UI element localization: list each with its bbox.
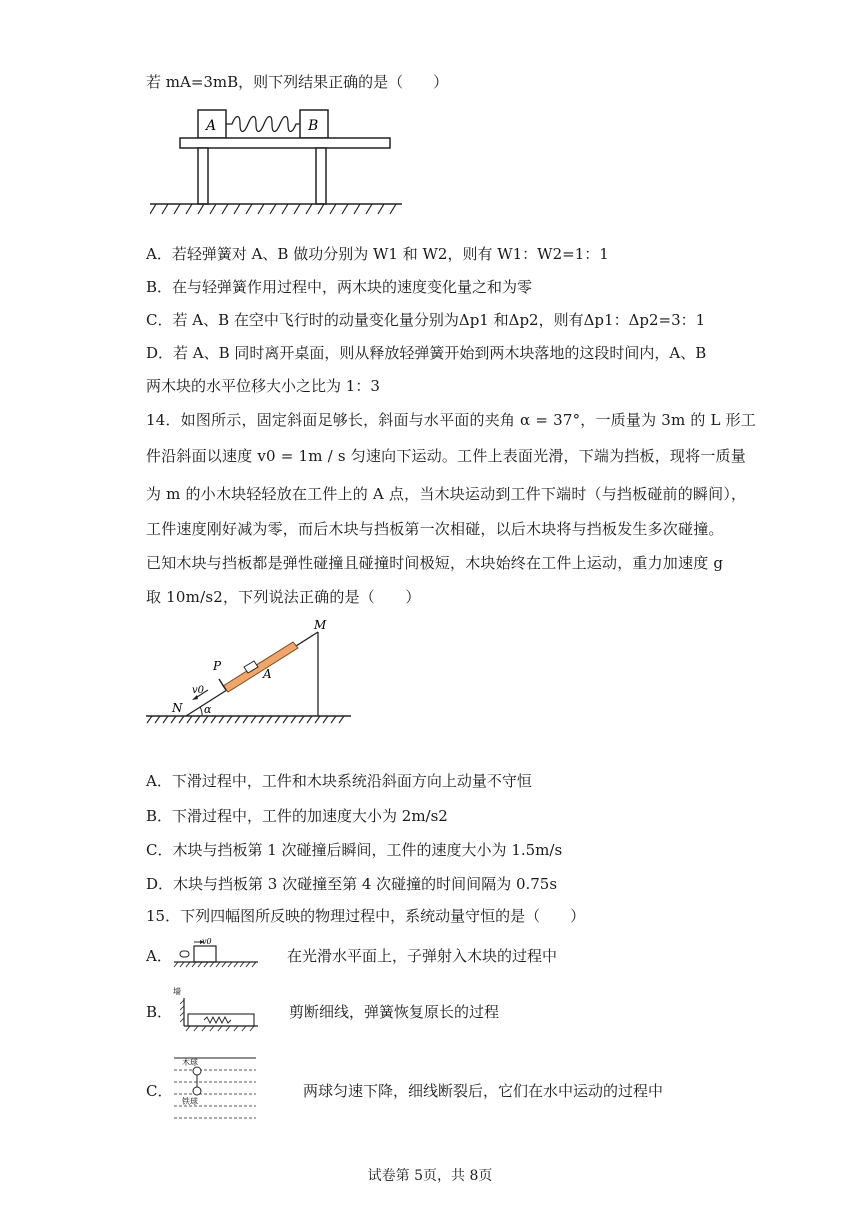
q14-stem-line-6: 取 10m/s2，下列说法正确的是（ ） <box>146 588 421 606</box>
label-m: M <box>314 620 327 632</box>
wood-ball-label: 木球 <box>182 1058 198 1067</box>
label-a: A <box>263 667 272 681</box>
q14-option-b: B．下滑过程中，工件的加速度大小为 2m/s2 <box>146 807 448 825</box>
q14-stem-line-1: 14．如图所示，固定斜面足够长，斜面与水平面的夹角 α = 37°，一质量为 3m 的 L 形工 <box>146 411 757 429</box>
q13-option-d: D．若 A、B 同时离开桌面，则从释放轻弹簧开始到两木块落地的这段时间内，A、B <box>146 344 707 362</box>
q13-stem: 若 mA=3mB，则下列结果正确的是（ ） <box>146 73 449 91</box>
q15-figure-a <box>172 936 264 970</box>
q14-figure <box>146 620 361 730</box>
q14-stem-line-5: 已知木块与挡板都是弹性碰撞且碰撞时间极短，木块始终在工件上运动，重力加速度 g <box>146 554 724 572</box>
q15-figure-b <box>172 984 264 1032</box>
q15-option-c-text: 两球匀速下降，细线断裂后，它们在水中运动的过程中 <box>303 1082 664 1100</box>
block-b-label: B <box>308 118 319 134</box>
page-footer: 试卷第 5页，共 8页 <box>367 1168 493 1184</box>
q14-option-c: C．木块与挡板第 1 次碰撞后瞬间，工件的速度大小为 1.5m/s <box>146 841 563 859</box>
q13-option-c: C．若 A、B 在空中飞行时的动量变化量分别为Δp1 和Δp2，则有Δp1：Δp2=3：1 <box>146 311 706 329</box>
q14-stem-line-2: 件沿斜面以速度 v0 = 1m / s 匀速向下运动。工件上表面光滑，下端为挡板，现将一质量 <box>146 447 746 465</box>
iron-ball-label: 铁球 <box>182 1097 198 1106</box>
q14-option-a: A．下滑过程中，工件和木块系统沿斜面方向上动量不守恒 <box>146 772 532 790</box>
q15-option-b-text: 剪断细线，弹簧恢复原长的过程 <box>289 1003 500 1021</box>
q13-figure <box>150 104 420 222</box>
q15-option-c-label: C． <box>146 1082 173 1100</box>
q15-option-b-label: B． <box>146 1003 173 1021</box>
label-alpha: α <box>204 703 212 716</box>
q15-stem: 15．下列四幅图所反映的物理过程中，系统动量守恒的是（ ） <box>146 907 586 925</box>
q13-option-a: A．若轻弹簧对 A、B 做功分别为 W1 和 W2，则有 W1：W2=1：1 <box>146 245 609 263</box>
q14-option-d: D．木块与挡板第 3 次碰撞至第 4 次碰撞的时间间隔为 0.75s <box>146 875 558 893</box>
q14-stem-line-3: 为 m 的小木块轻轻放在工件上的 A 点，当木块运动到工件下端时（与挡板碰前的瞬间）， <box>146 485 747 503</box>
label-v0: v0 <box>192 685 205 696</box>
wall-label: 墙 <box>173 987 181 996</box>
q14-stem-line-4: 工件速度刚好减为零，而后木块与挡板第一次相碰，以后木块将与挡板发生多次碰撞。 <box>146 520 724 538</box>
q15-option-a-text: 在光滑水平面上，子弹射入木块的过程中 <box>287 947 558 965</box>
spring <box>226 117 300 132</box>
q13-option-b: B．在与轻弹簧作用过程中，两木块的速度变化量之和为零 <box>146 278 533 296</box>
q15-figure-c <box>172 1052 264 1126</box>
bullet-velocity-label: v0 <box>202 937 212 946</box>
label-n: N <box>172 701 183 715</box>
workpiece <box>223 642 298 692</box>
q15-option-a-label: A． <box>146 947 172 965</box>
label-p: P <box>213 659 222 673</box>
block-a-label: A <box>206 118 217 134</box>
q13-option-d-cont: 两木块的水平位移大小之比为 1：3 <box>146 377 380 395</box>
